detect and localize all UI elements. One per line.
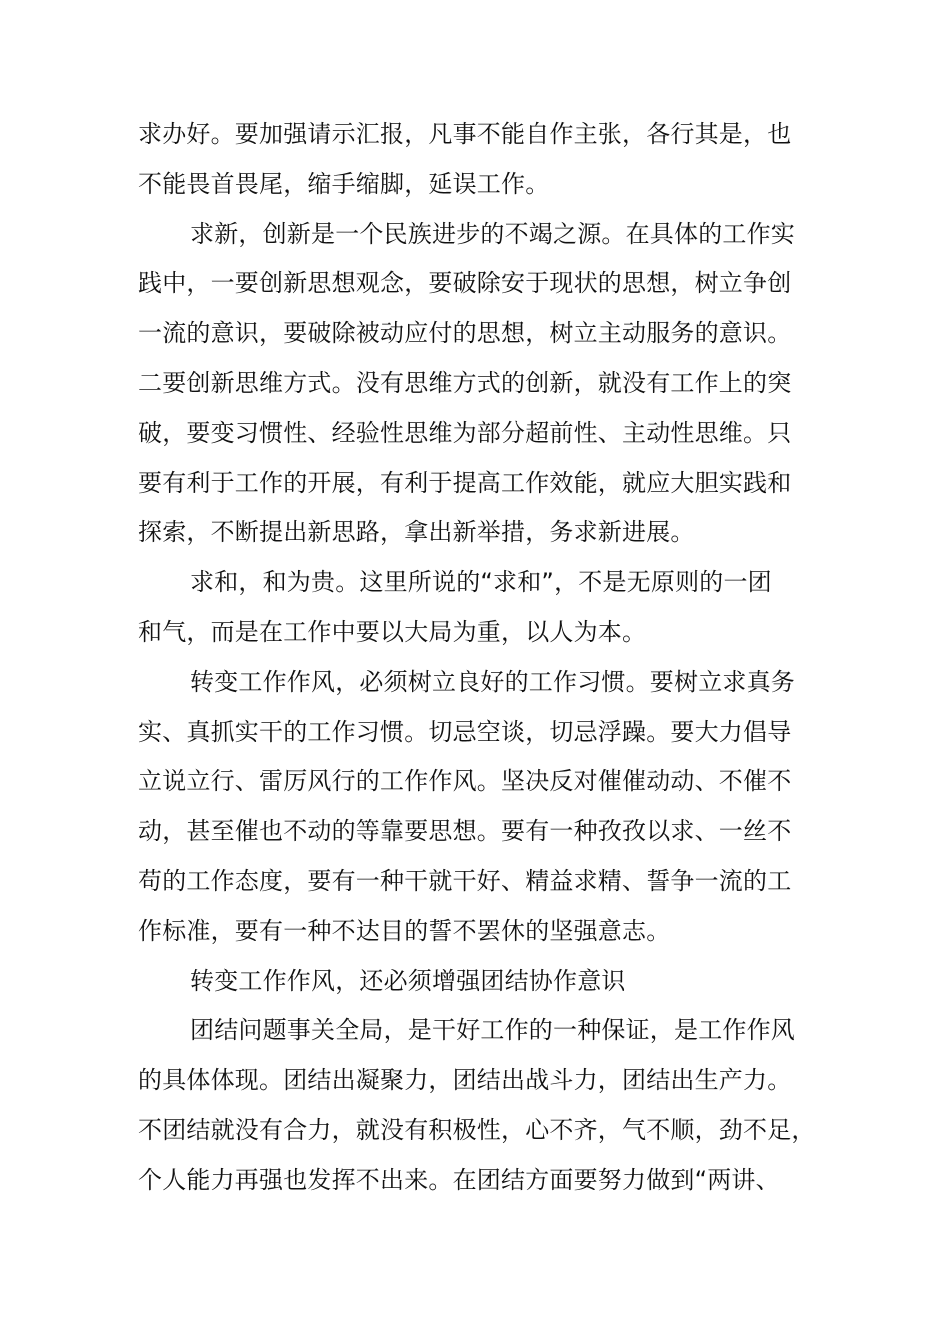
text-line: 求新，创新是一个民族进步的不竭之源。在具体的工作实 bbox=[190, 219, 795, 248]
text-line: 实、真抓实干的工作习惯。切忌空谈，切忌浮躁。要大力倡导 bbox=[138, 717, 792, 746]
text-line: 的具体体现。团结出凝聚力，团结出战斗力，团结出生产力。 bbox=[138, 1066, 792, 1095]
text-line: 作标准，要有一种不达目的誓不罢休的坚强意志。 bbox=[138, 916, 671, 945]
text-line: 求办好。要加强请示汇报，凡事不能自作主张，各行其是，也 bbox=[138, 120, 792, 148]
text-line: 转变工作作风，还必须增强团结协作意识 bbox=[190, 966, 626, 995]
text-line: 一流的意识，要破除被动应付的思想，树立主动服务的意识。 bbox=[138, 319, 792, 348]
text-line: 破，要变习惯性、经验性思维为部分超前性、主动性思维。只 bbox=[138, 418, 792, 447]
text-line: 求和，和为贵。这里所说的“求和”，不是无原则的一团 bbox=[190, 568, 772, 597]
text-line: 动，甚至催也不动的等靠要思想。要有一种孜孜以求、一丝不 bbox=[138, 817, 792, 846]
text-line: 不能畏首畏尾，缩手缩脚，延误工作。 bbox=[138, 169, 550, 198]
text-line: 立说立行、雷厉风行的工作作风。坚决反对催催动动、不催不 bbox=[138, 767, 792, 796]
text-line: 个人能力再强也发挥不出来。在团结方面要努力做到“两讲、 bbox=[138, 1165, 780, 1194]
document-body bbox=[138, 110, 816, 1206]
text-line: 要有利于工作的开展，有利于提高工作效能，就应大胆实践和 bbox=[138, 468, 792, 497]
text-line: 践中，一要创新思想观念，要破除安于现状的思想，树立争创 bbox=[138, 269, 792, 298]
text-line: 探索，不断提出新思路，拿出新举措，务求新进展。 bbox=[138, 518, 695, 547]
text-line: 苟的工作态度，要有一种干就干好、精益求精、誓争一流的工 bbox=[138, 866, 792, 895]
text-line: 团结问题事关全局，是干好工作的一种保证，是工作作风 bbox=[190, 1016, 795, 1045]
text-line: 二要创新思维方式。没有思维方式的创新，就没有工作上的突 bbox=[138, 368, 792, 397]
text-line: 转变工作作风，必须树立良好的工作习惯。要树立求真务 bbox=[190, 667, 795, 696]
text-line: 和气，而是在工作中要以大局为重，以人为本。 bbox=[138, 617, 647, 646]
text-line: 不团结就没有合力，就没有积极性，心不齐，气不顺，劲不足， bbox=[138, 1115, 816, 1144]
